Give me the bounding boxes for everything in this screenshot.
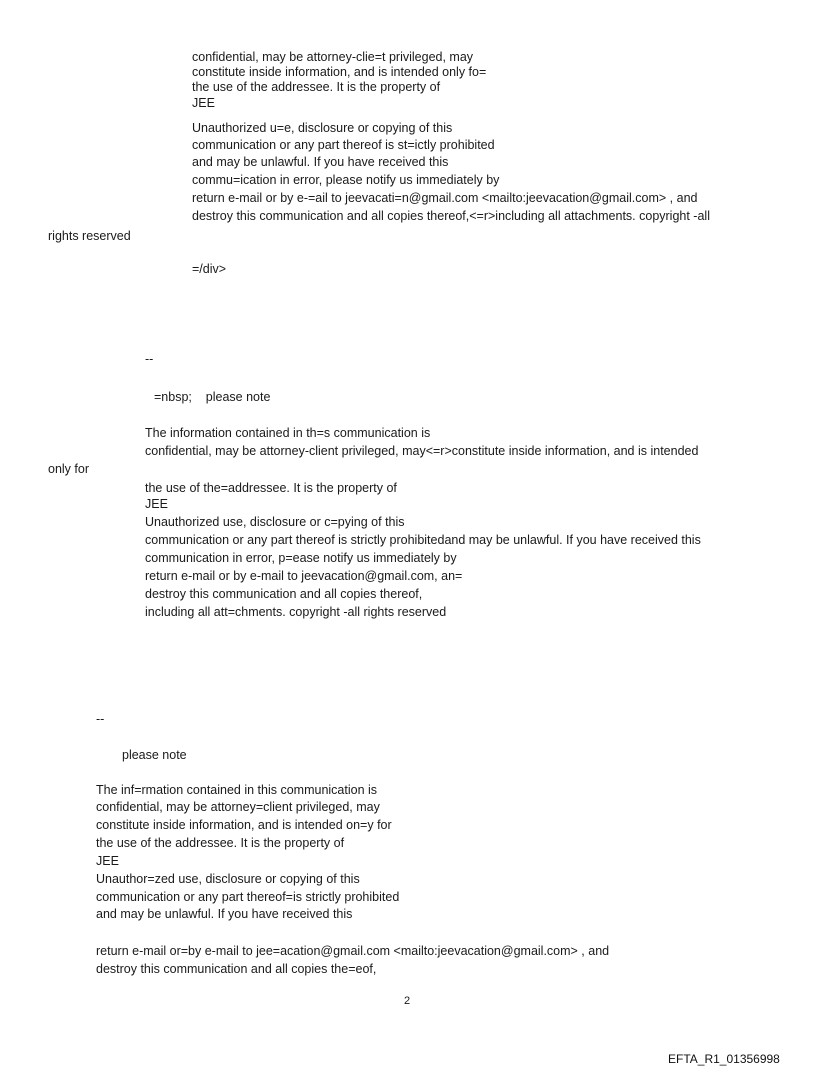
text-line: communication or any part thereof is st=ictly prohibited — [192, 138, 495, 152]
separator-dashes: -- — [145, 352, 154, 366]
text-line: and may be unlawful. If you have received this — [96, 907, 353, 921]
text-line: confidential, may be attorney=client privileged, may — [96, 800, 380, 814]
page-number: 2 — [404, 995, 411, 1007]
text-line: communication or any part thereof is strictly prohibitedand may be unlawful. If you have received this — [145, 533, 701, 547]
text-line: commu=ication in error, please notify us immediately by — [192, 173, 500, 187]
text-line: the use of the=addressee. It is the property of — [145, 481, 397, 495]
text-line: constitute inside information, and is intended on=y for — [96, 818, 392, 832]
text-line: communication in error, p=ease notify us immediately by — [145, 551, 457, 565]
text-line: The information contained in th=s communication is — [145, 426, 431, 440]
text-line: JEE — [96, 854, 119, 868]
text-line: including all att=chments. copyright -all rights reserved — [145, 605, 447, 619]
text-line: JEE — [192, 96, 215, 110]
text-line: Unauthorized use, disclosure or c=pying of this — [145, 515, 405, 529]
text-line: communication or any part thereof=is strictly prohibited — [96, 890, 400, 904]
text-line: Unauthorized u=e, disclosure or copying of this — [192, 121, 453, 135]
text-line: return e-mail or by e-mail to jeevacation@gmail.com, an= — [145, 569, 463, 583]
separator-dashes: -- — [96, 712, 105, 726]
text-line: the use of the addressee. It is the property of — [192, 80, 441, 94]
text-line: destroy this communication and all copies thereof, — [145, 587, 423, 601]
text-line: return e-mail or by e-=ail to jeevacati=n@gmail.com <mailto:jeevacation@gmail.com> , and — [192, 191, 698, 205]
text-line: confidential, may be attorney-clie=t privileged, may — [192, 50, 474, 64]
text-line: JEE — [145, 497, 168, 511]
text-line-wrap: only for — [48, 462, 89, 476]
text-line: Unauthor=zed use, disclosure or copying of this — [96, 872, 360, 886]
text-line: The inf=rmation contained in this communication is — [96, 783, 378, 797]
please-note-heading: =nbsp; please note — [154, 390, 271, 404]
text-line: and may be unlawful. If you have received this — [192, 155, 449, 169]
please-note-heading: please note — [122, 748, 187, 762]
text-line: constitute inside information, and is intended only fo= — [192, 65, 487, 79]
text-line: confidential, may be attorney-client privileged, may<=r>constitute inside information, and is intended — [145, 444, 699, 458]
text-line: destroy this communication and all copies thereof,<=r>including all attachments. copyright -all — [192, 209, 710, 223]
text-line-wrap: rights reserved — [48, 229, 131, 243]
document-id: EFTA_R1_01356998 — [668, 1052, 780, 1066]
text-line: the use of the addressee. It is the property of — [96, 836, 345, 850]
text-line: return e-mail or=by e-mail to jee=acation@gmail.com <mailto:jeevacation@gmail.com> , and — [96, 944, 610, 958]
text-line: destroy this communication and all copies the=eof, — [96, 962, 377, 976]
text-line: =/div> — [192, 262, 227, 276]
